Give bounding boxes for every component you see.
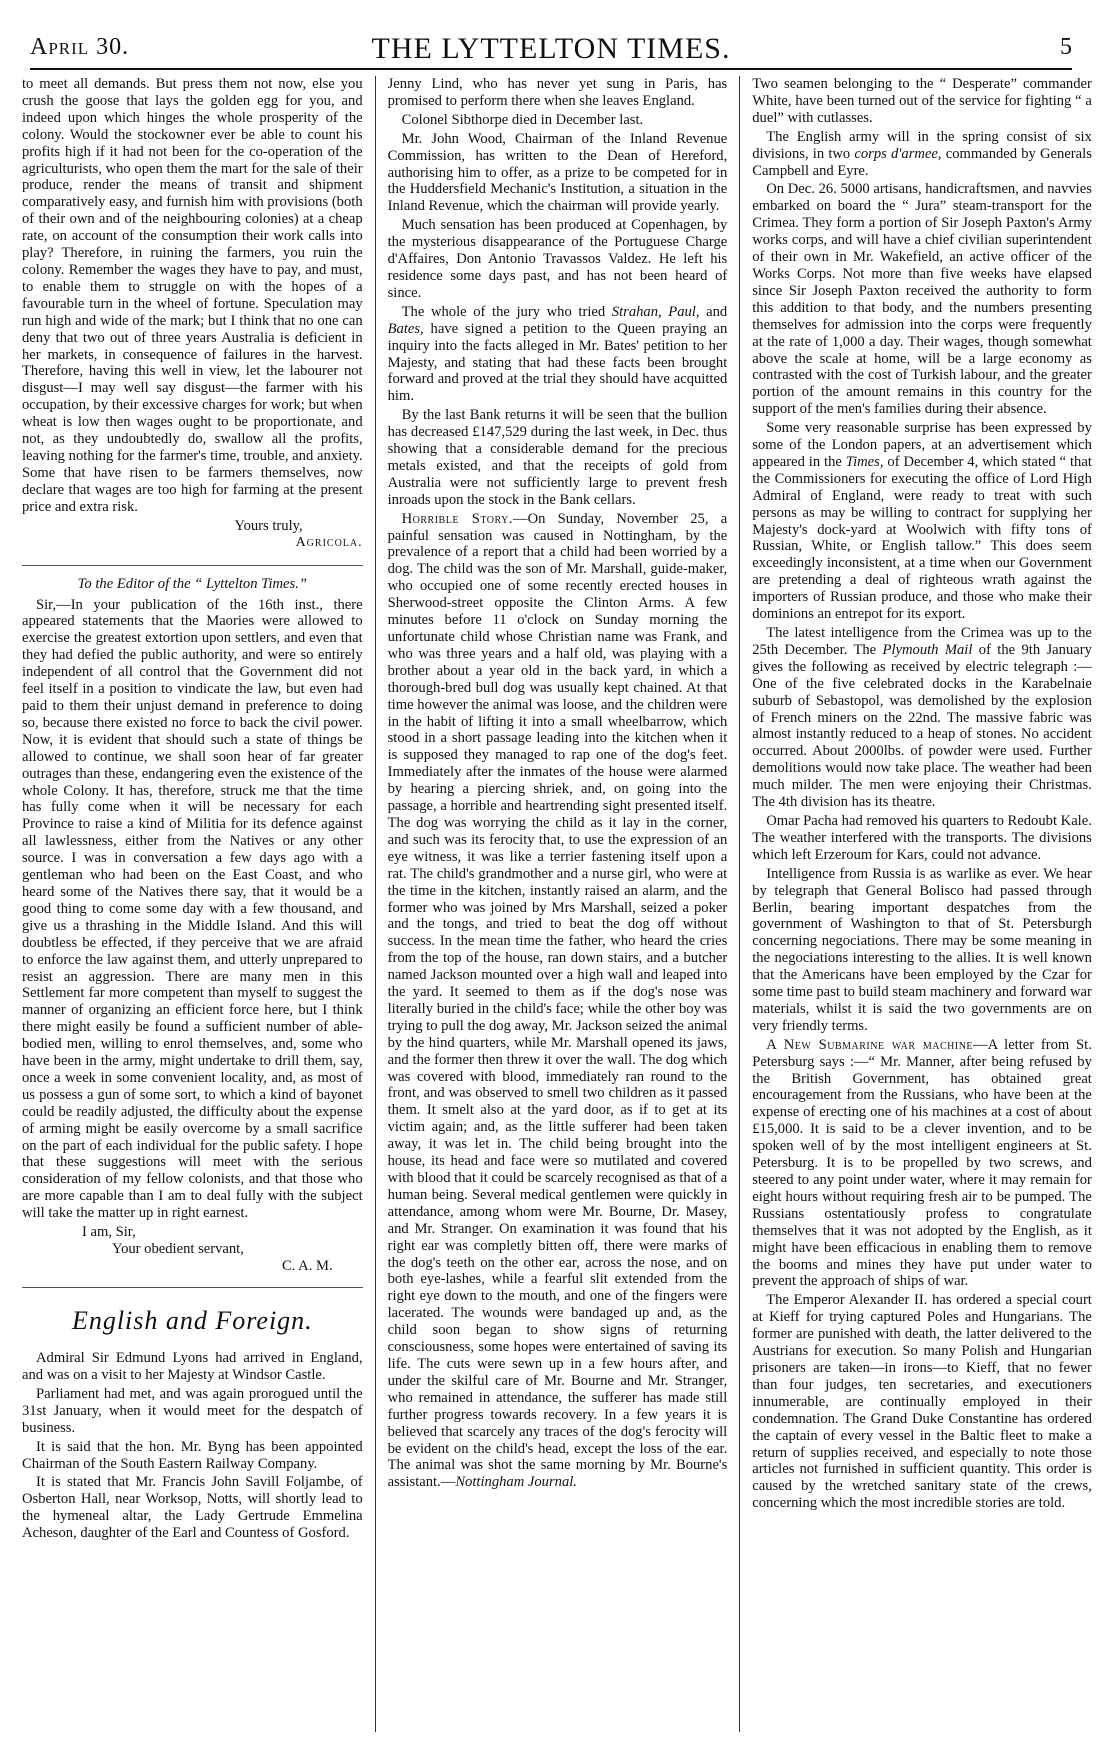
news-item-crimea	[752, 625, 1092, 811]
text-run: The English army will in the spring consist of six divisions, in two	[752, 128, 1092, 162]
news-item: Intelligence from Russia is as warlike as ever. We hear by telegraph that General Bolisco had passed through Berlin, bearing important despatches from the government of Washington to that of St. Petersburgh concerning negociations. There may be some meaning in the negociations interesting to the allies. It is well known that the Americans have been employed by the Czar for some time past to build steam machinery and forward war materials, whilst it is said the two governments are on very friendly terms.	[752, 865, 1092, 1034]
italic-names: Strahan, Paul,	[611, 303, 700, 320]
source-credit: Nottingham Journal.	[455, 1474, 577, 1491]
letter-cam-signature: C. A. M.	[281, 1258, 333, 1275]
closing-line-1: I am, Sir,	[82, 1224, 136, 1241]
text-run: of December 4, which stated “ that the Commissioners for executing the office of Lord High Admiral of England, were ready to treat with such persons as may be willing to contract for supplying her Majesty's dock-yard at Woolwich with fifty tons of Russian, White, or English tallow.” This does seem exceedingly inconsistent, at a time when our Government are pretending a deal of righteous wrath against the importers of Russian produce, and those who make their dominions an entrepot for its export.	[752, 453, 1092, 623]
text-run: commanded by Generals Campbell and Eyre.	[752, 145, 1092, 179]
letter-agricola-signature: Agricola.	[295, 534, 363, 550]
text-run: The whole of the jury who tried	[401, 303, 606, 320]
text-run: The latest intelligence from the Crimea was up to the 25th December. The	[752, 625, 1092, 658]
news-item: It is stated that Mr. Francis John Savill Foljambe, of Osberton Hall, near Worksop, Notts, will shortly lead to the hymeneal altar, the Lady Gertrude Emmelina Acheson, daughter of the Earl and Countess of Gosford.	[22, 1474, 363, 1542]
text-run: —On Sunday, November 25, a painful sensation was caused in Nottingham, by the prevalence of a report that a child had been worried by a dog. The child was the son of Mr. Marshall, guide-maker, who occupied one of some recently erected houses in Sherwood-street opposite the Clinton Arms. A few minutes before 11 o'clock on Sunday morning the unfortunate child whose Christian name was Frank, and who was three years and a half old, was playing with a brother about a year old in the back yard, in which a thorough-bred bull dog was usually kept chained. At that time however the animal was loose, and the children were in the habit of lifting it into a small wheelbarrow, which stood in a short passage leading into the kitchen when it is supposed they managed to rap one of the dog's feet. Immediately after the inmates of the house were alarmed by hearing a piercing shriek, and, on going into the passage, a horrible and heartrending sight presented itself. The dog was worrying the child as it lay in the corner, and such was its ferocity that, to use the expression of an eye witness, it was like a terrier fastening itself upon a rat. The child's grandmother and a nurse girl, who were at the time in the kitchen, instantly raised an alarm, and the former who was joined by Mrs Marshall, seized a poker and the tongs, and tried to beat the dog off without success. In the mean time the father, who heard the cries from the top of the house, ran down stairs, and a butcher named Jackson mounted over a high wall and leaped into the yard. It seemed to them as if the dog's nose was literally buried in the child's face; while the other boy was trying to pull the dog away, Mr. Jackson seized the animal by the hind quarters, while Mr. Marshall opened its jaws, and the former then threw it over the wall. The dog which was covered with blood, immediately ran round to the front, and was observed to smell two children as it passed them. It smelt also at the yard door, as if to get at its victim again; and, as the little sufferer had been taken away, it was let in. The child being brought into the house, its head and face were so mutilated and covered with blood that it could be scarcely recognised as that of a human being. Several medical gentlemen were quickly in attendance, among whom were Mr. Bourne, Dr. Masey, and Mr. Stranger. On examination it was found that his right ear was completly bitten off, there were marks of the dog's teeth on the other ear, across the nose, and on both eye-lashes, while a fearful slit extended from the right eye down to the mouth, and one of the fingers were lacerated. The wounds were bandaged up and, as the child soon began to show signs of returning consciousness, some hopes were entertained of saving its life. The cuts were sewn up in a few hours after, and under the skilful care of Mr. Bourne and Mr. Stranger, who remained in attendance, the sufferer has made still further progress towards recovery. In a few years it is believed that scarcely any traces of the dog's ferocity will be evident on the child's head, except the loss of the ear. The animal was shot the same morning by Mr. Bourne's assistant.—	[387, 510, 728, 1491]
column-2	[375, 76, 740, 1732]
letter-cam-text: Sir,—In your publication of the 16th inst., there appeared statements that the Maories were allowed to exercise the greatest extortion upon settlers, and even that they had defied the public authority, and were so entirely independent of all control that the Government did not feel itself in a position to vindicate the law, but even had paid to them their unjust demand in preference to doing so, because there existed no force to back the civil power. Now, it is evident that should such a state of things be allowed to continue, we shall soon hear of far greater outrages than these, endangering even the existence of the whole Colony. It has, therefore, struck me that the time has fully come when it will be necessary for each Province to raise a kind of Militia for its defence against all lawlessness, either from the Natives or any other source. I was in conversation a few days ago with a gentleman who had been on the East Coast, and who heard some of the Natives there say, that it would be a good thing to come some day with a few thousand, and give us a thrashing in the Middle Island. And this will doubtless be effected, if they perceive that we are afraid to enforce the law against them, and utterly unprepared to resist an aggression. There are many men in this Settlement far more competent than myself to suggest the manner of organizing an efficient force here, but I think there might easily be found a sufficient number of able-bodied men, willing to enrol themselves, and, some who have been in the army, might undertake to drill them, say, once a week in some convenient locality, and, as most of us possess a gun of some sort, to which a kind of bayonet could be readily adjusted, the difficulty about the expense of arming might be easily overcome by a small sacrifice on the part of each individual for the public safety. I hope that these suggestions will meet with the serious consideration of my fellow colonists, and that those who are more capable than I am to deal fully with the subject will take the matter up in right earnest.	[22, 596, 363, 1222]
news-item: By the last Bank returns it will be seen that the bullion has decreased £147,529 during the last week, in Dec. thus showing that a considerable demand for the precious metals existed, and that the receipts of gold from Australia were not sufficiently large to prevent fresh inroads upon the stock in the Bank cellars.	[387, 407, 728, 508]
news-item-jury	[388, 304, 728, 405]
news-item: Colonel Sibthorpe died in December last.	[401, 111, 644, 128]
news-item-tallow	[752, 420, 1092, 623]
news-item: Admiral Sir Edmund Lyons had arrived in England, and was on a visit to her Majesty at Windsor Castle.	[22, 1350, 363, 1383]
italic-title: Plymouth Mail	[882, 641, 973, 658]
news-item: On Dec. 26. 5000 artisans, handicraftsmen, and navvies embarked on board the “ Jura” steam-transport for the Crimea. They form a portion of Sir Joseph Paxton's Army works corps, and will have a chief civilian superintendent of their own in Mr. Wakefield, an active officer of the Works Corps. Not more than five weeks have elapsed since Sir Joseph Paxton received the authority to form this addition to that body, and the numbers presenting themselves for admission into the corps were frequently at the rate of 1,000 a day. Their wages, though somewhat above the scale at home, will be a large economy as contrasted with the cost of Turkish labour, and the greater portion of the amount remains in this country for the support of the men's families during their absence.	[752, 181, 1092, 418]
article-columns	[10, 76, 1104, 1732]
news-item: Much sensation has been produced at Copenhagen, by the mysterious disappearance of the Portuguese Charge d'Affaires, Don Antonio Travassos Valdez. He left his residence some days past, and has not been heard of since.	[387, 217, 728, 301]
news-item: Omar Pacha had removed his quarters to Redoubt Kale. The weather interfered with the transports. The divisions which left Erzeroum for Kars, could not advance.	[752, 812, 1092, 863]
closing-line-2: Your obedient servant,	[112, 1241, 244, 1258]
news-item: Two seamen belonging to the “ Desperate” commander White, have been turned out of the service for fighting “ a duel” with cutlasses.	[752, 76, 1092, 126]
text-run: —A letter from St. Petersburg says :—“ Mr. Manner, after being refused by the British Government, has obtained great encouragement from the Russians, who have been at the expense of erecting one of his machines at a cost of about £15,000. It is said to be a clever invention, and to be spoken well of by the most intelligent engineers at St. Petersburg. It is to be propelled by two screws, and steered to any point under water, where it may remain for eight hours without requiring fresh air to be pumped. The Russians ostentatiously profess to congratulate themselves that it was not adopted by the English, as it might have been efficacious in enabling them to remove the booms and mines they have put under water to prevent the approach of ships of war.	[752, 1036, 1092, 1290]
news-item: Jenny Lind, who has never yet sung in Paris, has promised to perform there when she leaves England.	[387, 76, 728, 109]
issue-date: April 30.	[30, 34, 130, 60]
masthead	[30, 34, 1072, 70]
news-item: It is said that the hon. Mr. Byng has been appointed Chairman of the South Eastern Railway Company.	[22, 1438, 363, 1472]
news-item-horrible-story	[388, 511, 728, 1492]
item-lead: A New Submarine war machine	[766, 1036, 974, 1053]
text-run: of the 9th January gives the following as received by electric telegraph :—One of the five celebrated docks in the Karabelnaie suburb of Sebastopol, was demolished by the explosion of French miners on the 22nd. The massive fabric was almost instantly reduced to a heap of stones. No accident occurred. About 2000lbs. of powder were used. Further demolitions would now take place. The weather had been much milder. The men were enjoying their Christmas. The 4th division has its theatre.	[752, 641, 1092, 811]
column-1	[10, 76, 375, 1732]
text-run: have signed a petition to the Queen praying an inquiry into the facts alleged in Mr. Bates' petition to her Majesty, and stating that had these facts been brought forward and proved at the trial they should have acquitted him.	[387, 320, 728, 405]
italic-name: Bates,	[387, 320, 424, 337]
page-number: 5	[1060, 34, 1072, 60]
letter-agricola-text: to meet all demands. But press them not now, else you crush the goose that lays the golden egg for you, and indeed upon which hinges the whole prosperity of the colony. Would the stockowner ever be able to count his profits high if it had not been for the co-operation of the agriculturists, who open them the mart for the sale of their produce, render the means of transit and shipment comparatively easy, and furnish him with provisions (both of their own and of the neighbouring colonies) at a cheap rate, on account of the consumption their work calls into play? Therefore, in ruining the farmers, you ruin the colony. Remember the wages they have to pay, and must, to enable them to struggle on with the hopes of a favourable turn in the wheel of fortune. Speculation may run high and wide of the mark; but I think that no one can deny that two out of three years Australia is deficient in her markets, in consequence of failures in the harvest. Therefore, having this well in view, let the labourer not disgust—I may well say disgust—the farmer with his occupation, by their excessive charges for work; but when wheat is low then wages ought to be proportionate, and not, as they undoubtedly do, swallow all the profits, leaving nothing for the farmer's time, trouble, and anxiety. Some that have risen to be farmers themselves, now declare that wages are too high for farming at the present price and extra risk.	[22, 76, 363, 515]
text-run: and	[706, 303, 728, 320]
italic-title: Times,	[845, 453, 884, 470]
letter-heading: To the Editor of the “ Lyttelton Times.”	[22, 565, 363, 593]
news-item: The Emperor Alexander II. has ordered a special court at Kieff for trying captured Poles and Hungarians. The former are punished with death, the latter delivered to the Austrians for execution. So many Polish and Hungarian prisoners are taken—in irons—to Kieff, that no fewer than four judges, ten secretaries, and executioners innumerable, are continually employed in their condemnation. The Grand Duke Constantine has ordered the captain of every vessel in the Baltic fleet to make a return of supplies received, and especially to note those articles not furnished in sufficient quantity. This order is caused by the wretched sanitary state of the crews, concerning which the most incredible stories are told.	[752, 1292, 1092, 1512]
news-item-submarine	[752, 1037, 1092, 1291]
text-run: Some very reasonable surprise has been expressed by some of the London papers, at an advertisement which appeared in the	[752, 420, 1092, 470]
news-item-army	[752, 129, 1092, 180]
letter-cam-closing	[22, 1224, 363, 1275]
newspaper-title: THE LYTTELTON TIMES.	[371, 32, 731, 65]
item-lead: Horrible Story.	[401, 510, 513, 527]
italic-term: corps d'armee,	[854, 145, 942, 162]
section-heading-english-foreign: English and Foreign.	[22, 1287, 363, 1336]
news-item: Parliament had met, and was again prorogued until the 31st January, when it would meet for the despatch of business.	[22, 1385, 363, 1436]
column-3	[739, 76, 1104, 1732]
letter-agricola-closing: Yours truly,	[234, 517, 303, 534]
news-item: Mr. John Wood, Chairman of the Inland Revenue Commission, has written to the Dean of Hereford, authorising him to offer, as a prize to be competed for in the Huddersfield Mechanic's Institution, a situation in the Inland Revenue, which the chairman will provide yearly.	[387, 130, 728, 215]
